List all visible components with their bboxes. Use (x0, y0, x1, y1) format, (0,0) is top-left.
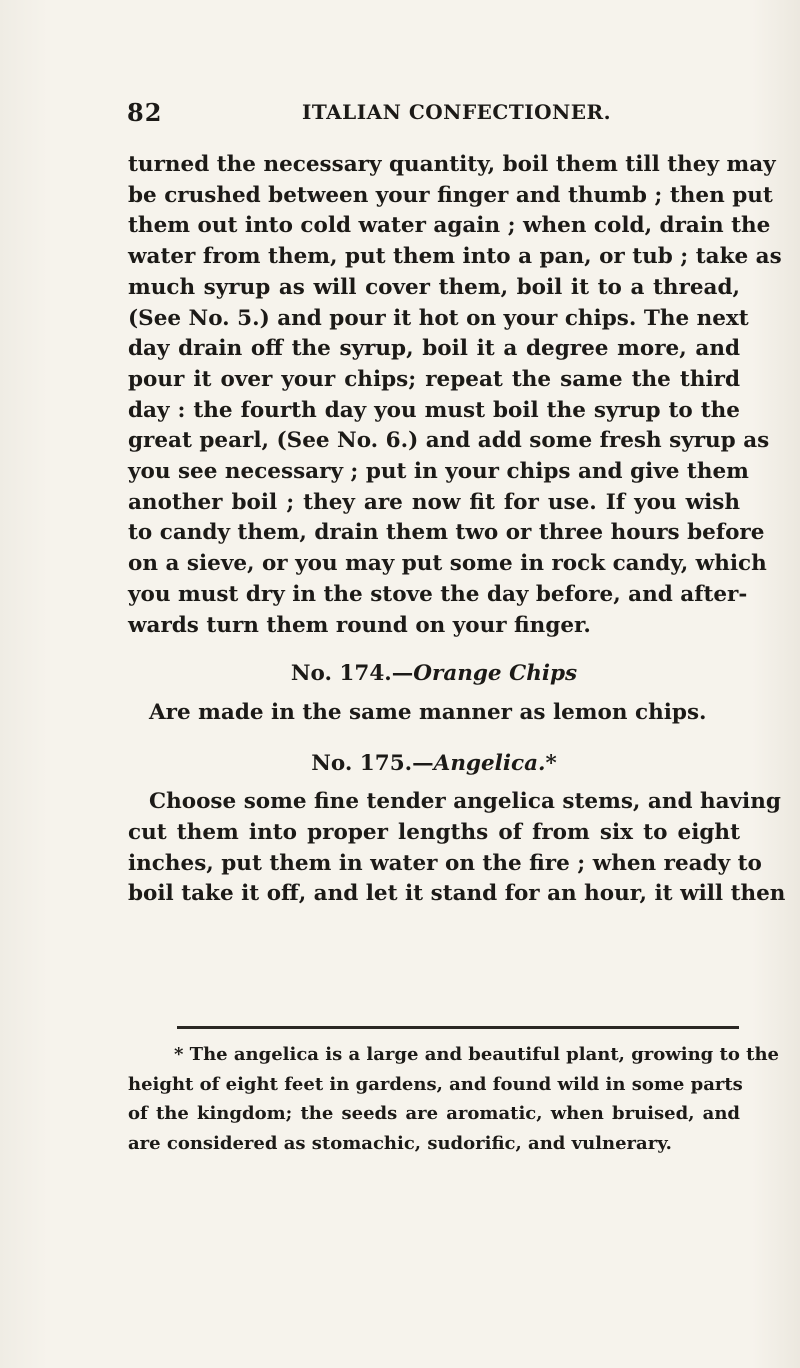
footnote (128, 1040, 779, 1158)
text-line: boil take it off, and let it stand for an hour, it will then (128, 881, 786, 907)
text-line: you see necessary ; put in your chips and give them (128, 459, 749, 485)
text-line: turned the necessary quantity, boil them till they may (128, 152, 776, 177)
recipe-heading-175 (128, 749, 740, 780)
text-line: inches, put them in water on the fire ; when ready to (128, 850, 762, 876)
text-line: Choose some fine tender angelica stems, and having (149, 789, 781, 815)
text-line: day : the fourth day you must boil the syrup to the (128, 397, 740, 423)
footnote-line: are considered as stomachic, sudorific, and vulnerary. (128, 1132, 672, 1154)
footnote-line: * The angelica is a large and beautiful plant, growing to the (174, 1044, 779, 1065)
text-line: water from them, put them into a pan, or tub ; take as (128, 244, 782, 270)
text-line: another boil ; they are now fit for use. If you wish (128, 489, 740, 515)
running-head (127, 98, 743, 132)
text-line: them out into cold water again ; when cold, drain the (128, 213, 771, 239)
main-text (128, 150, 786, 910)
text-line: you must dry in the stove the day before, and after- (128, 581, 748, 607)
footnote-line: height of eight feet in gardens, and found wild in some parts (128, 1073, 743, 1095)
footnote-divider (177, 1026, 739, 1029)
recipe-heading-174 (128, 659, 740, 690)
text-line: be crushed between your finger and thumb ; then put (128, 182, 773, 208)
text-line: wards turn them round on your finger. (128, 612, 591, 638)
text-line: to candy them, drain them two or three hours before (128, 520, 765, 546)
text-line: day drain off the syrup, boil it a degree more, and (128, 336, 740, 362)
paragraph-continuation (128, 150, 782, 641)
text-line: on a sieve, or you may put some in rock candy, which (128, 551, 767, 577)
text-line: much syrup as will cover them, boil it to a thread, (128, 274, 740, 300)
running-title: ITALIAN CONFECTIONER. (302, 100, 612, 124)
text-line: Are made in the same manner as lemon chips. (149, 699, 707, 725)
recipe-text-175 (128, 787, 786, 910)
recipe-title: Angelica.* (433, 750, 557, 776)
recipe-text-174 (128, 698, 740, 729)
text-line: (See No. 5.) and pour it hot on your chips. The next (128, 305, 749, 331)
text-line: cut them into proper lengths of from six to eight (128, 820, 740, 846)
text-line: pour it over your chips; repeat the same the third (128, 366, 740, 392)
page-number: 82 (127, 98, 163, 127)
recipe-number: No. 174.— (290, 661, 414, 687)
recipe-number: No. 175.— (311, 750, 434, 776)
recipe-title: Orange Chips (413, 661, 578, 687)
text-line: great pearl, (See No. 6.) and add some fresh syrup as (128, 428, 770, 454)
footnote-line: of the kingdom; the seeds are aromatic, when bruised, and (128, 1103, 740, 1124)
